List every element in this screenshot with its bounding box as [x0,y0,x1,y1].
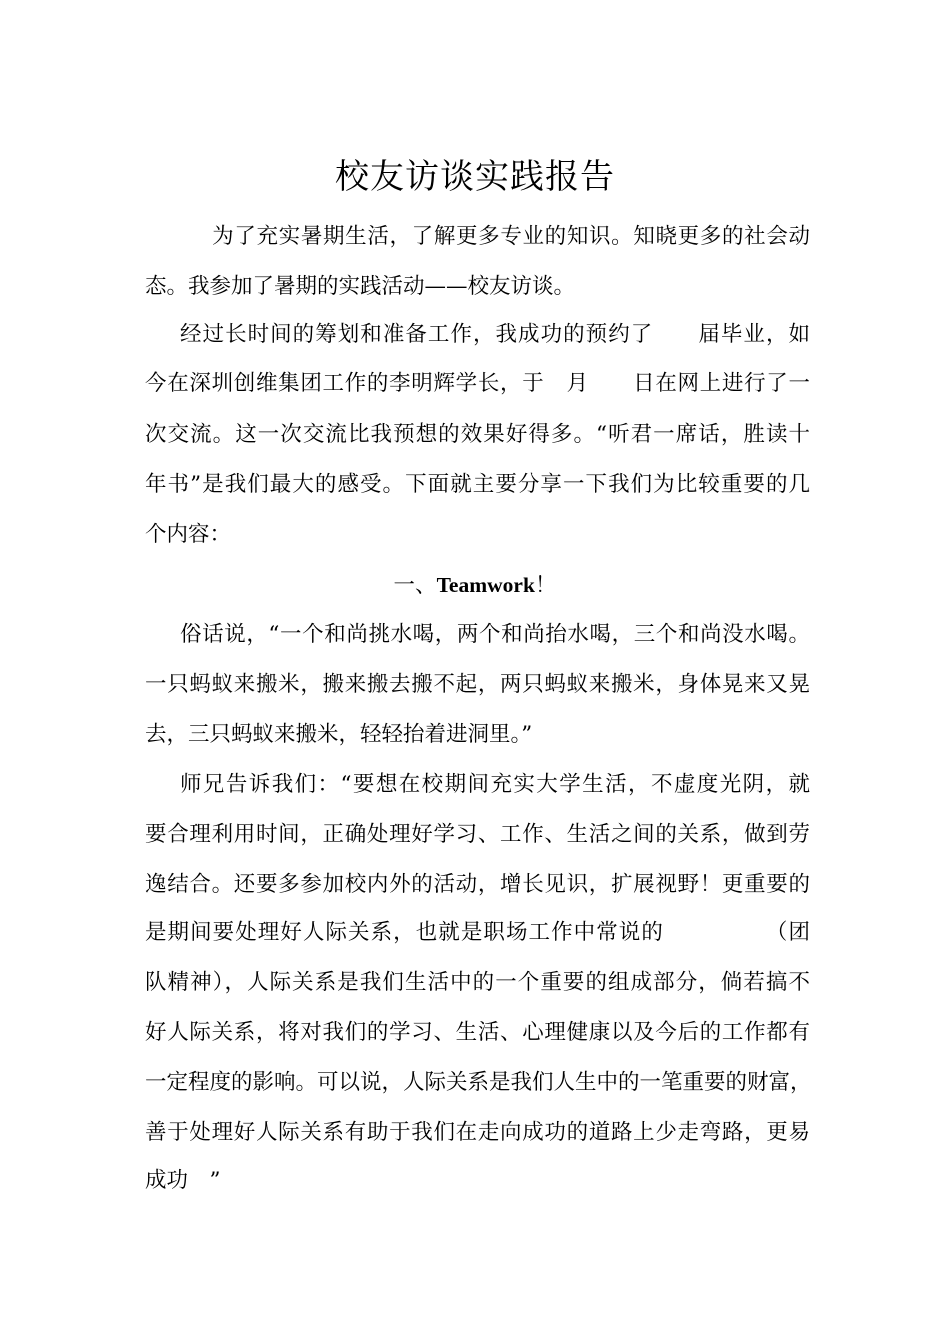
paragraph-line: 今在深圳创维集团工作的李明辉学长，于 月 日在网上进行了一 [145,371,810,396]
paragraph-line: 队精神），人际关系是我们生活中的一个重要的组成部分，倘若搞不 [145,970,810,995]
section-heading-number: 一、 [393,573,437,598]
paragraph-line: 俗话说，“一个和尚挑水喝，两个和尚抬水喝，三个和尚没水喝。 [180,622,810,647]
paragraph-line: 善于处理好人际关系有助于我们在走向成功的道路上少走弯路，更易 [145,1120,810,1145]
section-heading-title: Teamwork [436,573,535,597]
paragraph-line: 态。我参加了暑期的实践活动——校友访谈。 [145,274,576,299]
paragraph-line: 一只蚂蚁来搬米，搬来搬去搬不起，两只蚂蚁来搬米，身体晃来又晃 [145,672,810,697]
paragraph-line: 次交流。这一次交流比我预想的效果好得多。“听君一席话，胜读十 [145,422,810,447]
paragraph-line: 经过长时间的筹划和准备工作，我成功的预约了 届毕业，如 [180,322,810,347]
paragraph-line: 要合理利用时间，正确处理好学习、工作、生活之间的关系，做到劳 [145,822,810,847]
paragraph-line: 成功 ” [145,1168,221,1193]
paragraph-line: 逸结合。还要多参加校内外的活动，增长见识，扩展视野！更重要的 [145,872,810,897]
paragraph-line: 好人际关系，将对我们的学习、生活、心理健康以及今后的工作都有 [145,1020,810,1045]
page-title: 校友访谈实践报告 [335,157,615,197]
paragraph-line: 个内容： [145,522,232,547]
section-heading [0,570,950,601]
paragraph-line: 一定程度的影响。可以说，人际关系是我们人生中的一笔重要的财富， [145,1070,812,1095]
paragraph-line: 为了充实暑期生活，了解更多专业的知识。知晓更多的社会动 [190,224,810,249]
paragraph-line: 去，三只蚂蚁来搬米，轻轻抬着进洞里。” [145,722,533,747]
paragraph-line: 年书”是我们最大的感受。下面就主要分享一下我们为比较重要的几 [145,472,810,497]
paragraph-line: 师兄告诉我们：“要想在校期间充实大学生活，不虚度光阴，就 [180,772,810,797]
paragraph-line: 是期间要处理好人际关系，也就是职场工作中常说的 （团 [145,920,810,945]
section-heading-mark: ！ [534,573,557,598]
